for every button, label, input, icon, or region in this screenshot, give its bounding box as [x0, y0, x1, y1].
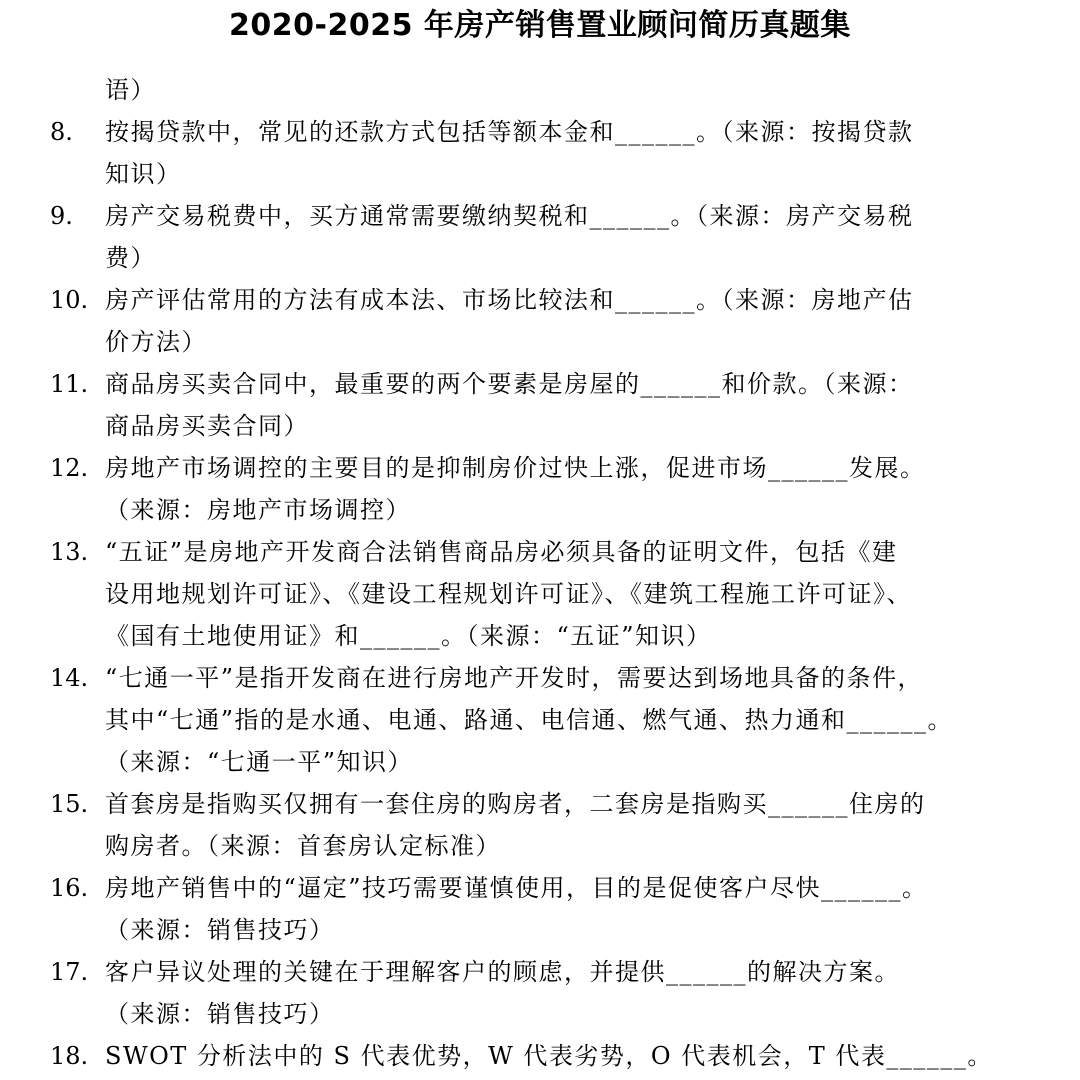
line-text: 商品房买卖合同） [105, 412, 309, 440]
text-line [50, 406, 309, 446]
text-line [50, 280, 914, 320]
line-text: 其中“七通”指的是水通、电通、路通、电信通、燃气通、热力通和______。 [105, 706, 954, 734]
text-line [50, 658, 923, 698]
text-line [50, 910, 335, 950]
text-line [50, 196, 914, 236]
line-text: 设用地规划许可证》、《建设工程规划许可证》、《建筑工程施工许可证》、 [105, 580, 912, 608]
question-number: 17. [50, 958, 89, 986]
question-number: 12. [50, 454, 89, 482]
question-number: 13. [50, 538, 89, 566]
line-text: “七通一平”是指开发商在进行房地产开发时，需要达到场地具备的条件， [105, 664, 924, 692]
question-number: 15. [50, 790, 89, 818]
text-line [50, 112, 914, 152]
text-line [50, 952, 900, 992]
line-text: 价方法） [105, 328, 207, 356]
line-text: 房地产市场调控的主要目的是抑制房价过快上涨，促进市场______发展。 [105, 454, 926, 482]
text-line [50, 574, 912, 614]
text-line [50, 154, 182, 194]
page-title: 2020-2025 年房产销售置业顾问简历真题集 [229, 8, 851, 43]
text-line [50, 784, 926, 824]
text-line [50, 742, 413, 782]
text-line [50, 322, 207, 362]
question-number: 18. [50, 1042, 89, 1070]
line-text: 《国有土地使用证》和______。（来源：“五证”知识） [105, 622, 712, 650]
text-line [50, 238, 156, 278]
text-line [50, 868, 928, 908]
line-text: 商品房买卖合同中，最重要的两个要素是房屋的______和价款。（来源： [105, 370, 914, 398]
text-line [50, 994, 335, 1034]
question-number: 10. [50, 286, 89, 314]
line-text: 知识） [105, 160, 182, 188]
question-number: 16. [50, 874, 89, 902]
line-text: 语） [105, 76, 156, 104]
line-text: （来源：房地产市场调控） [105, 496, 411, 524]
line-text: 按揭贷款中，常见的还款方式包括等额本金和______。（来源：按揭贷款 [105, 118, 914, 146]
line-text: SWOT 分析法中的 S 代表优势，W 代表劣势，O 代表机会，T 代表______。 [105, 1042, 993, 1070]
line-text: 房产交易税费中，买方通常需要缴纳契税和______。（来源：房产交易税 [105, 202, 914, 230]
question-number: 14. [50, 664, 89, 692]
text-line [50, 364, 914, 404]
text-line [50, 616, 712, 656]
line-text: 客户异议处理的关键在于理解客户的顾虑，并提供______的解决方案。 [105, 958, 900, 986]
text-line [50, 532, 898, 572]
line-text: 费） [105, 244, 156, 272]
question-number: 8. [50, 118, 73, 146]
text-line [50, 490, 411, 530]
text-line [50, 826, 501, 866]
line-text: （来源：销售技巧） [105, 916, 335, 944]
line-text: （来源：销售技巧） [105, 1000, 335, 1028]
text-line [50, 1036, 993, 1076]
line-text: 房地产销售中的“逼定”技巧需要谨慎使用，目的是促使客户尽快______。 [105, 874, 928, 902]
text-line [50, 70, 156, 110]
line-text: （来源：“七通一平”知识） [105, 748, 414, 776]
text-line [50, 700, 953, 740]
question-number: 9. [50, 202, 73, 230]
line-text: 首套房是指购买仅拥有一套住房的购房者，二套房是指购买______住房的 [105, 790, 926, 818]
line-text: 购房者。（来源：首套房认定标准） [105, 832, 501, 860]
line-text: “五证”是房地产开发商合法销售商品房必须具备的证明文件，包括《建 [105, 538, 898, 566]
line-text: 房产评估常用的方法有成本法、市场比较法和______。（来源：房地产估 [105, 286, 914, 314]
question-number: 11. [50, 370, 89, 398]
text-line [50, 448, 926, 488]
